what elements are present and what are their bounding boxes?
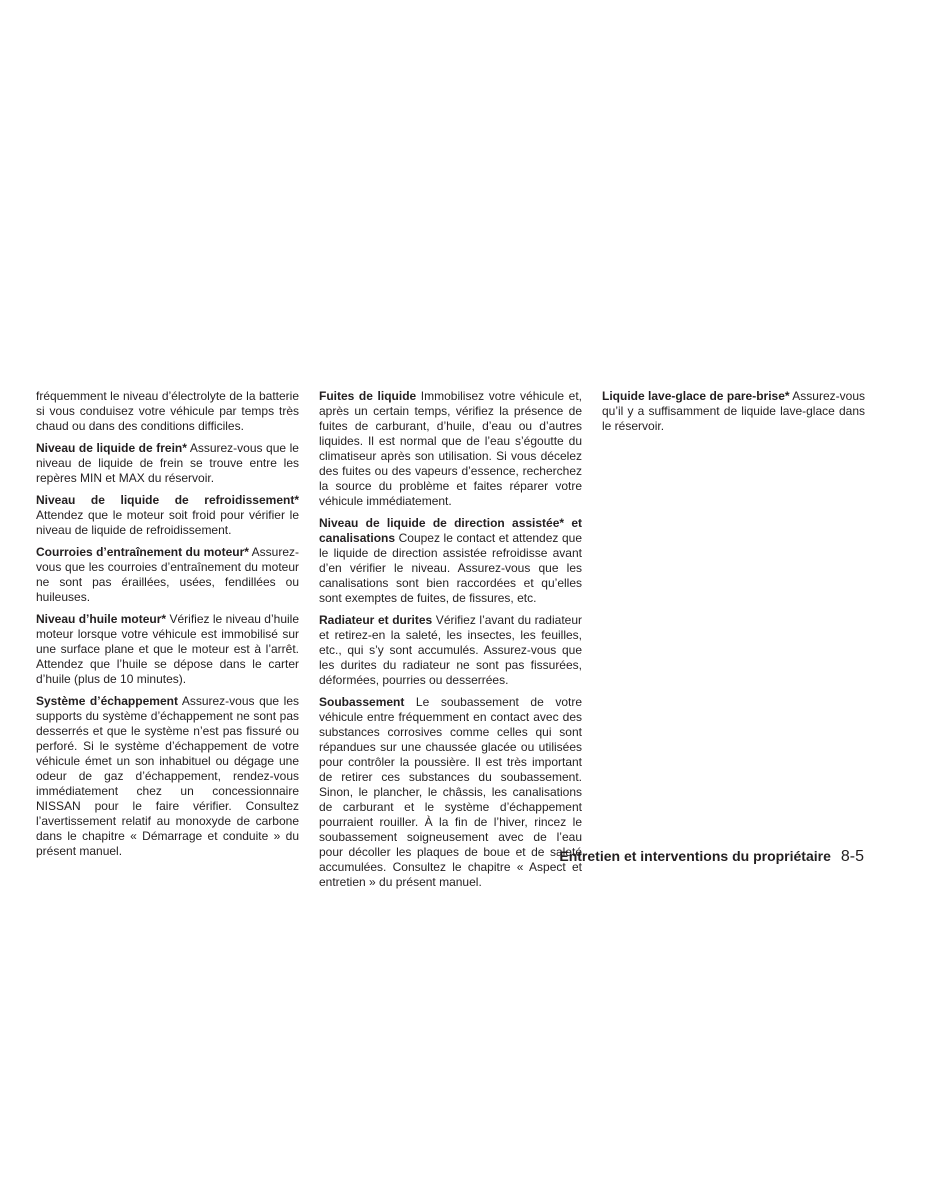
text-column-1 — [36, 389, 299, 866]
paragraph-heading: Niveau de liquide de frein* — [36, 441, 187, 455]
paragraph-fluid-leaks — [319, 389, 582, 509]
paragraph-heading: Niveau d’huile moteur* — [36, 612, 167, 626]
paragraph-engine-oil — [36, 612, 299, 687]
paragraph-text: Le soubassement de votre véhicule entre fréquemment en contact avec des substances corrosives comme celles qui sont répandues sur une chaussée glacée ou utilisées pour contrôler la poussière. Il est très important de retirer ces substances du soubassement. Sinon, le plancher, le châssis, les canalisations de carburant et le système d’échappement pourraient rouiller. À la fin de l’hiver, rincez le soubassement soigneusement avec de l’eau pour décoller les plaques de boue et de saleté accumulées. Consultez le chapitre « Aspect et entretien » du présent manuel. — [319, 695, 582, 889]
paragraph-heading: Niveau de liquide de direction assistée* et canalisations — [319, 516, 582, 545]
paragraph-brake-fluid — [36, 441, 299, 486]
text-column-2 — [319, 389, 582, 897]
page-footer — [480, 848, 864, 866]
paragraph-drive-belts — [36, 545, 299, 605]
paragraph-heading: Système d’échappement — [36, 694, 178, 708]
paragraph-text: Immobilisez votre véhicule et, après un certain temps, vérifiez la présence de fuites de carburant, d’huile, d’eau ou d’autres liquides. Il est normal que de l’eau s’égoutte du climatiseur après son utilisation. Si vous décelez des fuites ou des vapeurs d’essence, recherchez la source du problème et faites réparer votre véhicule immédiatement. — [319, 389, 582, 508]
paragraph-heading: Liquide lave-glace de pare-brise* — [602, 389, 790, 403]
section-title: Entretien et interventions du propriétaire — [559, 848, 831, 864]
paragraph-text: Assurez-vous que les courroies d’entraînement du moteur ne sont pas éraillées, usées, fendillées ou huileuses. — [36, 545, 299, 604]
paragraph-text: Assurez-vous que le niveau de liquide de frein se trouve entre les repères MIN et MAX du réservoir. — [36, 441, 299, 485]
paragraph-heading: Niveau de liquide de refroidissement* — [36, 493, 299, 507]
paragraph-text: Assurez-vous que les supports du système d’échappement ne sont pas desserrés et que le système n’est pas fissuré ou perforé. Si le système d’échappement de votre véhicule émet un son inhabituel ou dégage une odeur de gaz d’échappement, rendez-vous immédiatement chez un concessionnaire NISSAN pour le faire vérifier. Consultez l’avertissement relatif au monoxyde de carbone dans le chapitre « Démarrage et conduite » du présent manuel. — [36, 694, 299, 858]
paragraph-battery-continued — [36, 389, 299, 434]
paragraph-text: Assurez-vous qu’il y a suffisamment de liquide lave-glace dans le réservoir. — [602, 389, 865, 433]
paragraph-heading: Radiateur et durites — [319, 613, 433, 627]
paragraph-radiator-hoses — [319, 613, 582, 688]
paragraph-text: fréquemment le niveau d’électrolyte de la batterie si vous conduisez votre véhicule par temps très chaud ou dans des conditions difficiles. — [36, 389, 299, 433]
paragraph-heading: Fuites de liquide — [319, 389, 417, 403]
text-column-3 — [602, 389, 865, 441]
paragraph-power-steering — [319, 516, 582, 606]
paragraph-text: Vérifiez l’avant du radiateur et retirez-en la saleté, les insectes, les feuilles, etc., qui s’y sont accumulés. Assurez-vous que les durites du radiateur ne sont pas fissurées, déformées, pourries ou desserrées. — [319, 613, 582, 687]
paragraph-text: Attendez que le moteur soit froid pour vérifier le niveau de liquide de refroidissement. — [36, 508, 299, 537]
page-number: 8-5 — [840, 848, 864, 865]
paragraph-coolant — [36, 493, 299, 538]
paragraph-exhaust-system — [36, 694, 299, 859]
paragraph-text: Coupez le contact et attendez que le liquide de direction assistée refroidisse avant d’en vérifier le niveau. Assurez-vous que les canalisations sont bien raccordées et qu’elles sont exemptes de fuites, de fissures, etc. — [319, 531, 582, 605]
paragraph-text: Vérifiez le niveau d’huile moteur lorsque votre véhicule est immobilisé sur une surface plane et que le moteur est à l’arrêt. Attendez que l’huile se dépose dans le carter d’huile (plus de 10 minutes). — [36, 612, 299, 686]
paragraph-heading: Courroies d’entraînement du moteur* — [36, 545, 249, 559]
paragraph-heading: Soubassement — [319, 695, 405, 709]
paragraph-washer-fluid — [602, 389, 865, 434]
